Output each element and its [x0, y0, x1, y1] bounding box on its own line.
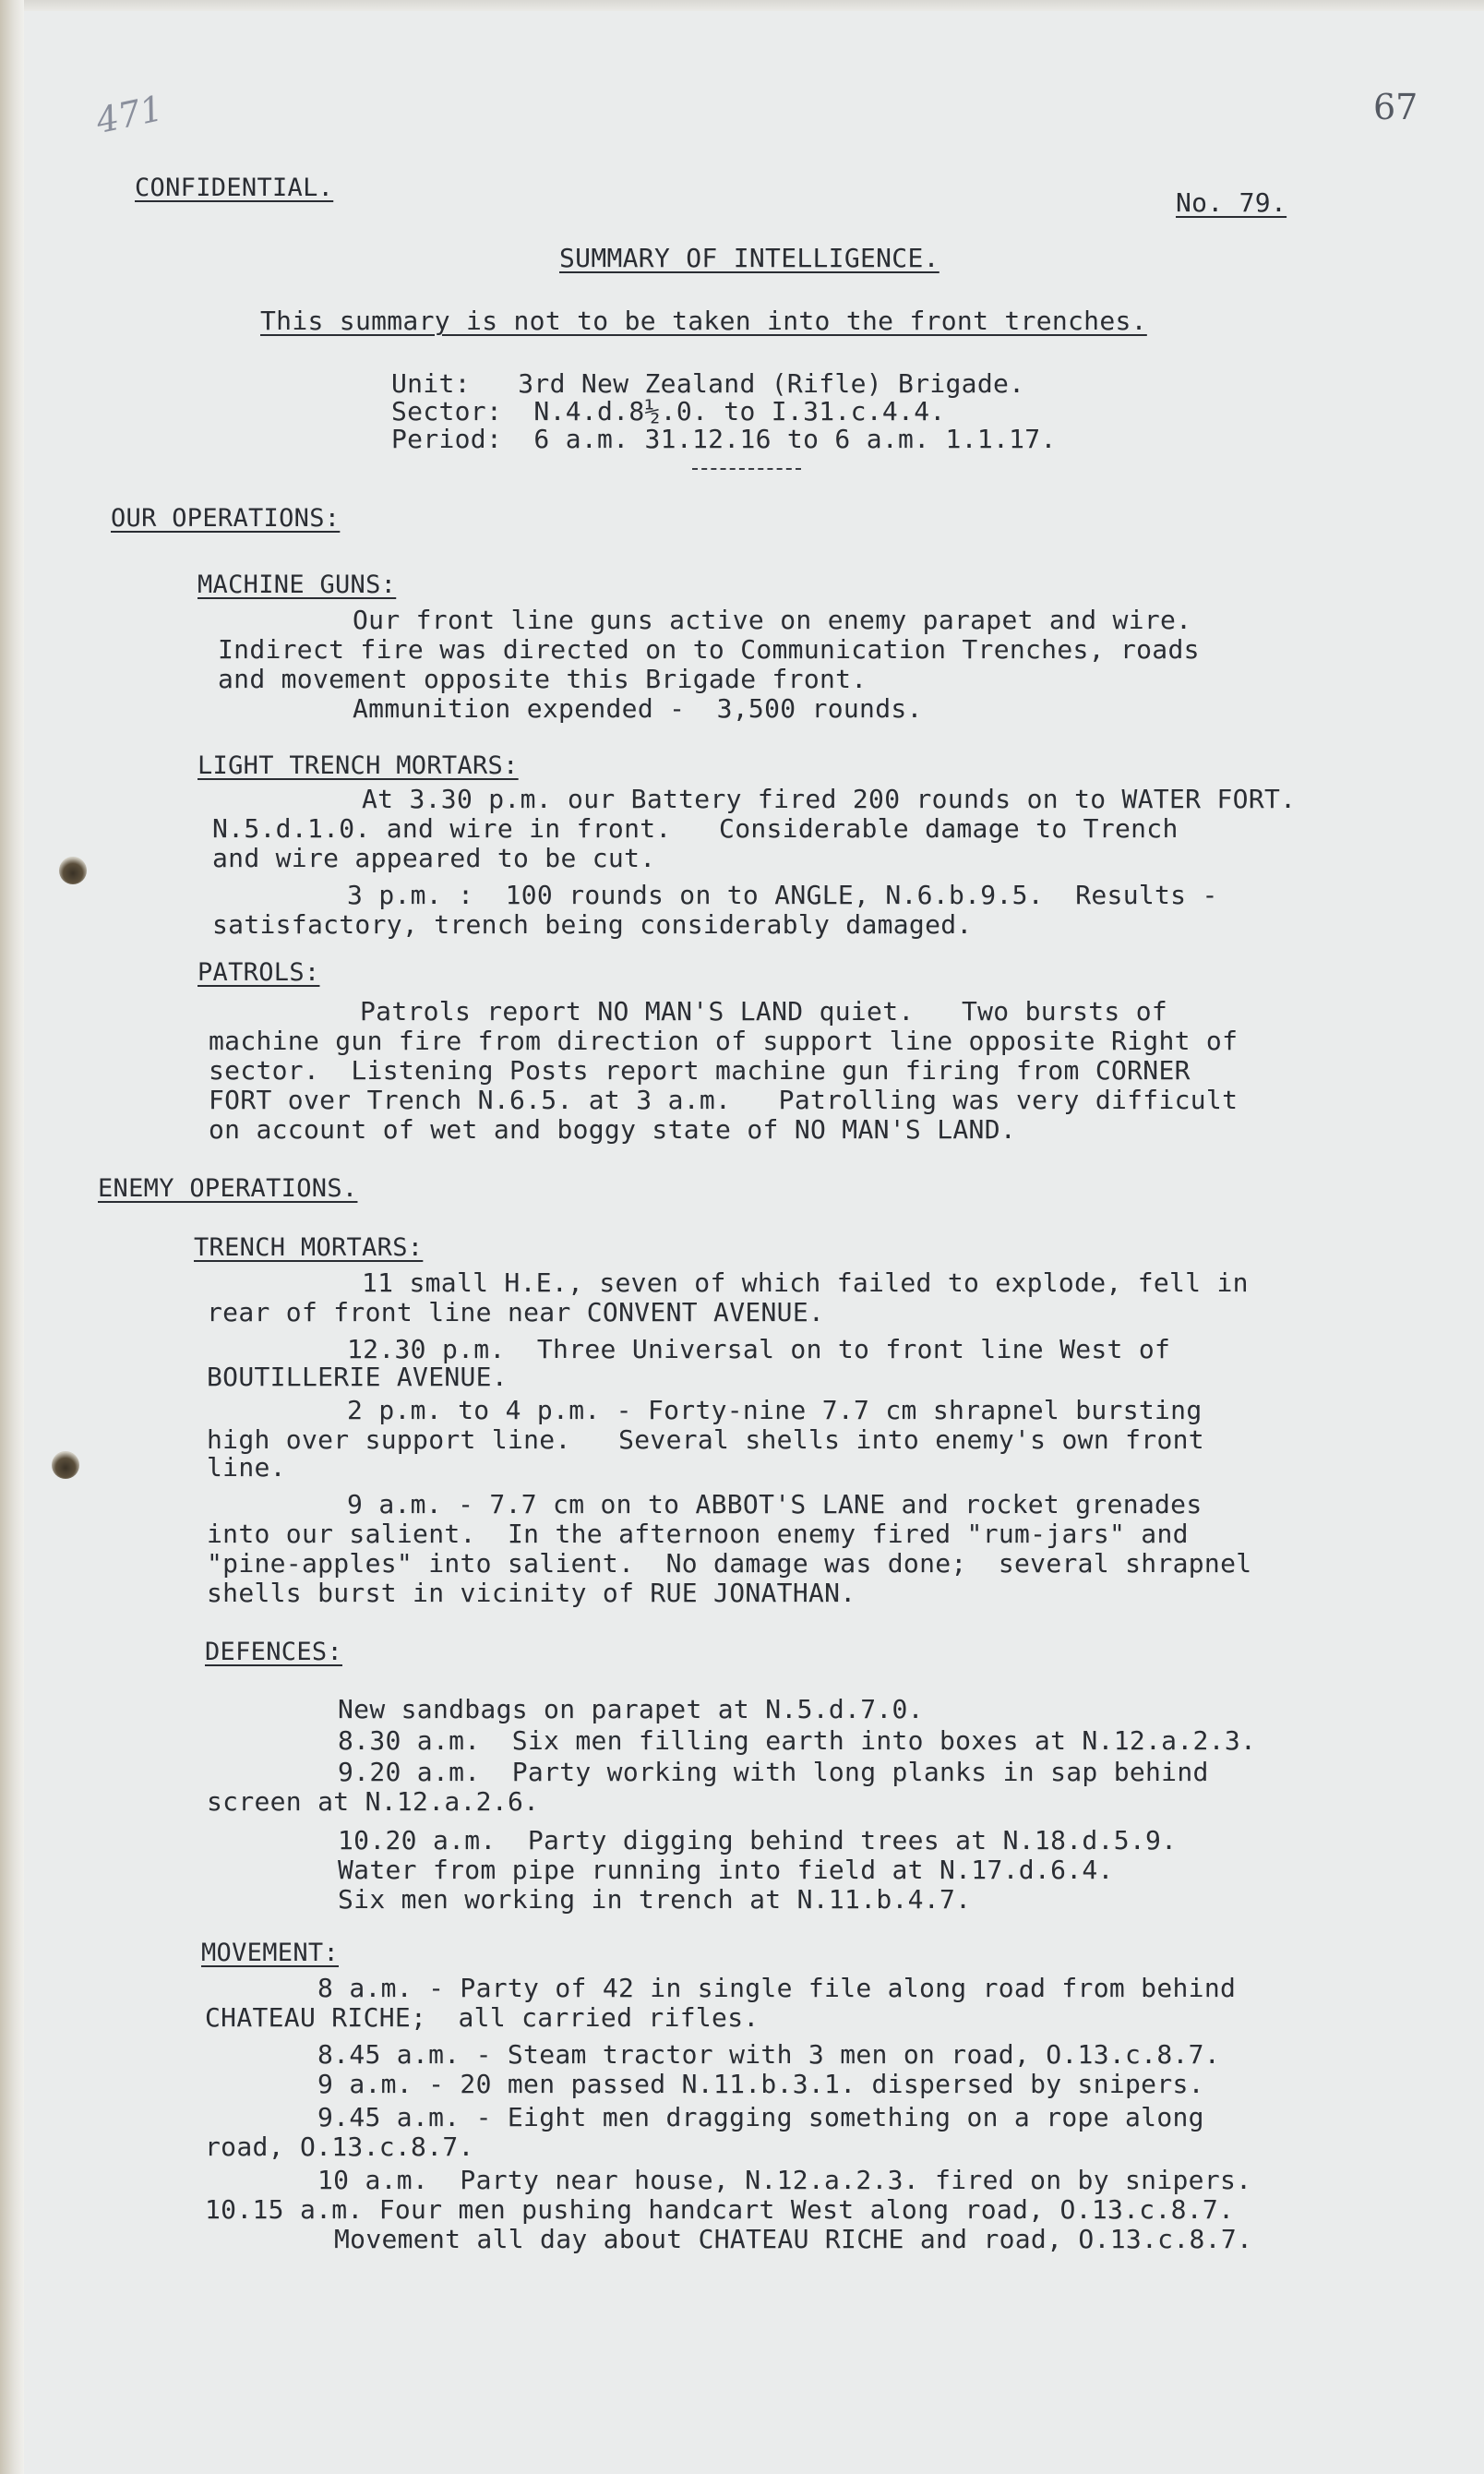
movement-line-2: CHATEAU RICHE; all carried rifles.: [205, 2002, 760, 2033]
defences-line-3: 9.20 a.m. Party working with long planks in sap behind: [338, 1757, 1209, 1787]
subheading-trench-mortars: TRENCH MORTARS:: [194, 1233, 424, 1262]
tm-line-5: 2 p.m. to 4 p.m. - Forty-nine 7.7 cm shrapnel bursting: [347, 1395, 1203, 1425]
defences-line-7: Six men working in trench at N.11.b.4.7.: [338, 1884, 972, 1915]
movement-line-6: road, O.13.c.8.7.: [205, 2132, 474, 2162]
machine-guns-line-2: Indirect fire was directed on to Communication Trenches, roads: [218, 634, 1200, 665]
page-number: 67: [1373, 87, 1418, 127]
movement-line-4: 9 a.m. - 20 men passed N.11.b.3.1. dispersed by snipers.: [317, 2069, 1204, 2099]
tm-line-4: BOUTILLERIE AVENUE.: [207, 1362, 508, 1392]
patrols-line-5: on account of wet and boggy state of NO MAN'S LAND.: [209, 1114, 1017, 1145]
subheading-defences: DEFENCES:: [205, 1638, 342, 1666]
ltm-line-1: At 3.30 p.m. our Battery fired 200 rounds on to WATER FORT.: [362, 784, 1297, 814]
ltm-line-4: 3 p.m. : 100 rounds on to ANGLE, N.6.b.9.5. Results -: [347, 880, 1218, 910]
movement-line-7: 10 a.m. Party near house, N.12.a.2.3. fired on by snipers.: [317, 2165, 1252, 2195]
ltm-line-2: N.5.d.1.0. and wire in front. Considerable damage to Trench: [212, 813, 1179, 844]
ltm-line-5: satisfactory, trench being considerably damaged.: [212, 909, 973, 940]
classification: CONFIDENTIAL.: [135, 174, 334, 202]
sector-line: Sector: N.4.d.8½.0. to I.31.c.4.4.: [391, 396, 946, 426]
section-our-operations: OUR OPERATIONS:: [111, 504, 341, 533]
defences-line-4: screen at N.12.a.2.6.: [207, 1786, 540, 1817]
tm-line-8: 9 a.m. - 7.7 cm on to ABBOT'S LANE and rocket grenades: [347, 1489, 1203, 1519]
patrols-line-2: machine gun fire from direction of support line opposite Right of: [209, 1026, 1239, 1056]
subheading-light-trench-mortars: LIGHT TRENCH MORTARS:: [197, 751, 519, 780]
defences-line-2: 8.30 a.m. Six men filling earth into boxes at N.12.a.2.3.: [338, 1725, 1257, 1756]
document-title: SUMMARY OF INTELLIGENCE.: [559, 243, 939, 273]
tm-line-7: line.: [207, 1452, 286, 1483]
defences-line-5: 10.20 a.m. Party digging behind trees at N.18.d.5.9.: [338, 1825, 1178, 1856]
title-separator: [692, 468, 801, 470]
section-enemy-operations: ENEMY OPERATIONS.: [98, 1174, 358, 1203]
handwritten-ref-left: 471: [92, 87, 167, 142]
binding-edge: [0, 0, 24, 2474]
subheading-patrols: PATROLS:: [197, 958, 320, 987]
patrols-line-3: sector. Listening Posts report machine gun firing from CORNER: [209, 1055, 1191, 1086]
machine-guns-line-4: Ammunition expended - 3,500 rounds.: [353, 693, 923, 724]
defences-line-1: New sandbags on parapet at N.5.d.7.0.: [338, 1694, 924, 1724]
subheading-movement: MOVEMENT:: [201, 1939, 339, 1967]
punch-hole-upper: [59, 857, 87, 884]
ltm-line-3: and wire appeared to be cut.: [212, 843, 656, 873]
summary-number: No. 79.: [1176, 187, 1287, 218]
tm-line-11: shells burst in vicinity of RUE JONATHAN.: [207, 1578, 856, 1608]
tm-line-1: 11 small H.E., seven of which failed to explode, fell in: [362, 1267, 1249, 1298]
movement-line-3: 8.45 a.m. - Steam tractor with 3 men on road, O.13.c.8.7.: [317, 2039, 1220, 2070]
machine-guns-line-1: Our front line guns active on enemy parapet and wire.: [353, 605, 1192, 635]
punch-hole-lower: [52, 1451, 79, 1479]
tm-line-3: 12.30 p.m. Three Universal on to front line West of: [347, 1334, 1171, 1364]
subheading-machine-guns: MACHINE GUNS:: [197, 570, 397, 599]
patrols-line-4: FORT over Trench N.6.5. at 3 a.m. Patrolling was very difficult: [209, 1085, 1239, 1115]
patrols-line-1: Patrols report NO MAN'S LAND quiet. Two bursts of: [360, 996, 1168, 1027]
movement-line-8: 10.15 a.m. Four men pushing handcart West along road, O.13.c.8.7.: [205, 2194, 1235, 2225]
unit-line: Unit: 3rd New Zealand (Rifle) Brigade.: [391, 368, 1025, 399]
movement-line-9: Movement all day about CHATEAU RICHE and road, O.13.c.8.7.: [334, 2224, 1253, 2254]
movement-line-5: 9.45 a.m. - Eight men dragging something on a rope along: [317, 2102, 1204, 2132]
tm-line-6: high over support line. Several shells into enemy's own front: [207, 1424, 1204, 1455]
machine-guns-line-3: and movement opposite this Brigade front.: [218, 664, 868, 694]
defences-line-6: Water from pipe running into field at N.17.d.6.4.: [338, 1855, 1114, 1885]
movement-line-1: 8 a.m. - Party of 42 in single file along road from behind: [317, 1973, 1237, 2003]
tm-line-2: rear of front line near CONVENT AVENUE.: [207, 1297, 825, 1327]
handling-notice: This summary is not to be taken into the front trenches.: [260, 306, 1147, 336]
tm-line-9: into our salient. In the afternoon enemy fired "rum-jars" and: [207, 1519, 1189, 1549]
tm-line-10: "pine-apples" into salient. No damage was done; several shrapnel: [207, 1548, 1252, 1579]
period-line: Period: 6 a.m. 31.12.16 to 6 a.m. 1.1.17.: [391, 424, 1057, 454]
